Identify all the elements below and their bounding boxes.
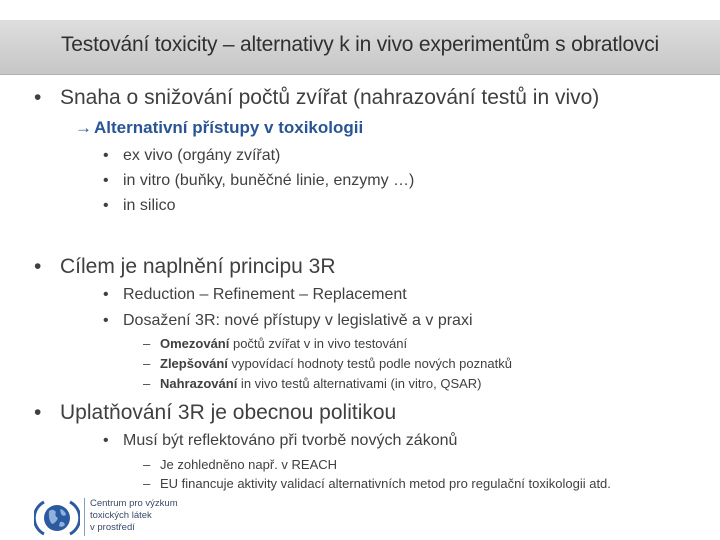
bullet-text: Uplatňování 3R je obecnou politikou	[60, 401, 397, 424]
sub-bullet-text: in silico	[123, 197, 176, 214]
globe-logo-icon	[34, 498, 80, 538]
logo-text-line: v prostředí	[90, 522, 135, 533]
dash-item-text	[160, 336, 407, 351]
bullet-marker: •	[103, 286, 109, 303]
bullet-marker: •	[34, 255, 42, 278]
logo-text-line: toxických látek	[90, 510, 152, 521]
sub-bullet-text: Dosažení 3R: nové přístupy v legislativě a v praxi	[123, 312, 473, 329]
highlight-line	[75, 118, 363, 138]
dash-item-text	[160, 376, 482, 391]
highlight-text: Alternativní přístupy v toxikologii	[94, 118, 364, 137]
dash-marker: –	[143, 336, 151, 351]
sub-bullet-text: ex vivo (orgány zvířat)	[123, 147, 281, 164]
sub-bullet-text: Reduction – Refinement – Replacement	[123, 286, 407, 303]
bullet-marker: •	[103, 432, 109, 449]
sub-bullet-text: Musí být reflektováno při tvorbě nových zákonů	[123, 432, 458, 449]
dash-item-text: Je zohledněno např. v REACH	[160, 457, 338, 472]
dash-marker: –	[143, 376, 151, 391]
bullet-text: Snaha o snižování počtů zvířat (nahrazování testů in vivo)	[60, 86, 600, 109]
dash-marker: –	[143, 356, 151, 371]
centre-logo	[34, 496, 194, 540]
bullet-marker: •	[103, 172, 109, 189]
dash-item-rest: in vivo testů alternativami (in vitro, QSAR)	[237, 376, 482, 391]
arrow-right-icon: →	[75, 118, 92, 137]
dash-item-text	[160, 356, 512, 371]
dash-item-bold: Omezování	[160, 336, 230, 351]
title-bar	[0, 20, 720, 75]
sub-bullet-text: in vitro (buňky, buněčné linie, enzymy …)	[123, 172, 415, 189]
slide-title: Testování toxicity – alternativy k in vivo experimentům s obratlovci	[61, 33, 659, 56]
bullet-marker: •	[103, 147, 109, 164]
dash-item-text: EU financuje aktivity validací alternativních metod pro regulační toxikologii atd.	[160, 476, 611, 491]
bullet-marker: •	[103, 197, 109, 214]
dash-item-bold: Zlepšování	[160, 356, 228, 371]
bullet-marker: •	[34, 86, 42, 109]
bullet-marker: •	[103, 312, 109, 329]
bullet-marker: •	[34, 401, 42, 424]
dash-marker: –	[143, 457, 151, 472]
dash-item-bold: Nahrazování	[160, 376, 238, 391]
logo-text-line: Centrum pro výzkum	[90, 498, 178, 509]
bullet-text: Cílem je naplnění principu 3R	[60, 255, 336, 278]
dash-marker: –	[143, 476, 151, 491]
dash-item-rest: počtů zvířat v in vivo testování	[229, 336, 408, 351]
dash-item-rest: vypovídací hodnoty testů podle nových poznatků	[227, 356, 512, 371]
logo-separator	[84, 498, 85, 536]
